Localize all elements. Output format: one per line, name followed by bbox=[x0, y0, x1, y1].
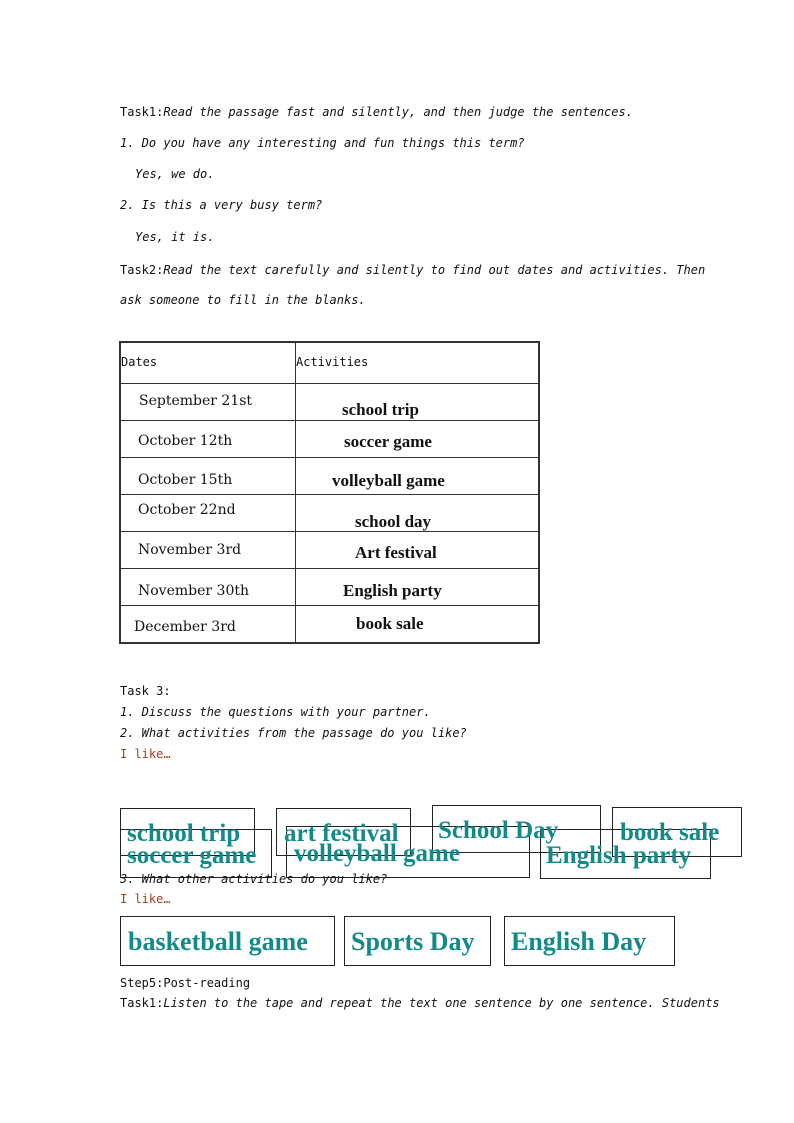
row-date: November 30th bbox=[138, 583, 249, 599]
step5-task1-line bbox=[120, 996, 720, 1010]
table-header-row bbox=[120, 342, 539, 384]
table-row bbox=[120, 384, 539, 421]
step5-title: Step5:Post-reading bbox=[120, 976, 251, 990]
row-date: October 12th bbox=[138, 433, 233, 449]
task1-answer-1: Yes, we do. bbox=[135, 167, 215, 181]
row-activity: English party bbox=[343, 581, 442, 600]
table-row bbox=[120, 606, 539, 644]
card-school-trip-label: school trip bbox=[127, 820, 241, 847]
task3-question-3: 3. What other activities do you like? bbox=[120, 872, 388, 886]
i-like-prompt-1: I like… bbox=[120, 747, 171, 761]
card-art-festival-label: art festival bbox=[284, 820, 399, 847]
task3-question-2: 2. What activities from the passage do you like? bbox=[120, 726, 467, 740]
header-activities: Activities bbox=[296, 342, 540, 384]
task1-answer-2: Yes, it is. bbox=[135, 230, 215, 244]
card-english-day-label: English Day bbox=[511, 927, 647, 956]
task2-instruction-2: ask someone to fill in the blanks. bbox=[120, 293, 366, 307]
dates-activities-table bbox=[119, 341, 540, 644]
task2-label: Task2: bbox=[120, 263, 164, 277]
card-english-party-label: English party bbox=[546, 842, 692, 869]
task2-instruction-1: Read the text carefully and silently to find out dates and activities. Then bbox=[163, 263, 706, 277]
row-date: December 3rd bbox=[134, 619, 236, 635]
row-activity: soccer game bbox=[344, 432, 432, 451]
row-activity: book sale bbox=[356, 614, 424, 633]
task2-line bbox=[120, 263, 705, 277]
row-activity: Art festival bbox=[355, 543, 437, 562]
row-date: October 22nd bbox=[138, 502, 236, 518]
row-date: September 21st bbox=[139, 393, 253, 409]
step5-task1-text: Listen to the tape and repeat the text one sentence by one sentence. Students bbox=[163, 996, 720, 1010]
step5-task1-label: Task1: bbox=[120, 996, 164, 1010]
card-soccer-game-label: soccer game bbox=[127, 842, 257, 869]
card-book-sale-label: book sale bbox=[620, 819, 720, 846]
card-sports-day-label: Sports Day bbox=[351, 927, 475, 956]
row-date: November 3rd bbox=[138, 542, 242, 558]
card-school-day-label: School Day bbox=[438, 817, 559, 844]
card-volleyball-game-label: volleyball game bbox=[294, 840, 460, 867]
task3-question-1: 1. Discuss the questions with your partner. bbox=[120, 705, 431, 719]
task1-instruction: Read the passage fast and silently, and then judge the sentences. bbox=[163, 105, 633, 119]
task1-question-1: 1. Do you have any interesting and fun things this term? bbox=[120, 136, 525, 150]
row-activity: school trip bbox=[342, 400, 419, 419]
task1-label: Task1: bbox=[120, 105, 164, 119]
i-like-prompt-2: I like… bbox=[120, 892, 171, 906]
task1-line bbox=[120, 105, 633, 119]
task1-question-2: 2. Is this a very busy term? bbox=[120, 198, 323, 212]
header-dates: Dates bbox=[120, 342, 296, 384]
table-row bbox=[120, 569, 539, 606]
table-row bbox=[120, 532, 539, 569]
task3-label: Task 3: bbox=[120, 684, 171, 698]
card-basketball-game-label: basketball game bbox=[128, 927, 308, 956]
table-row bbox=[120, 421, 539, 458]
row-activity: volleyball game bbox=[332, 471, 445, 490]
row-activity: school day bbox=[355, 512, 432, 531]
table-row bbox=[120, 458, 539, 495]
table-row bbox=[120, 495, 539, 532]
row-date: October 15th bbox=[138, 472, 233, 488]
